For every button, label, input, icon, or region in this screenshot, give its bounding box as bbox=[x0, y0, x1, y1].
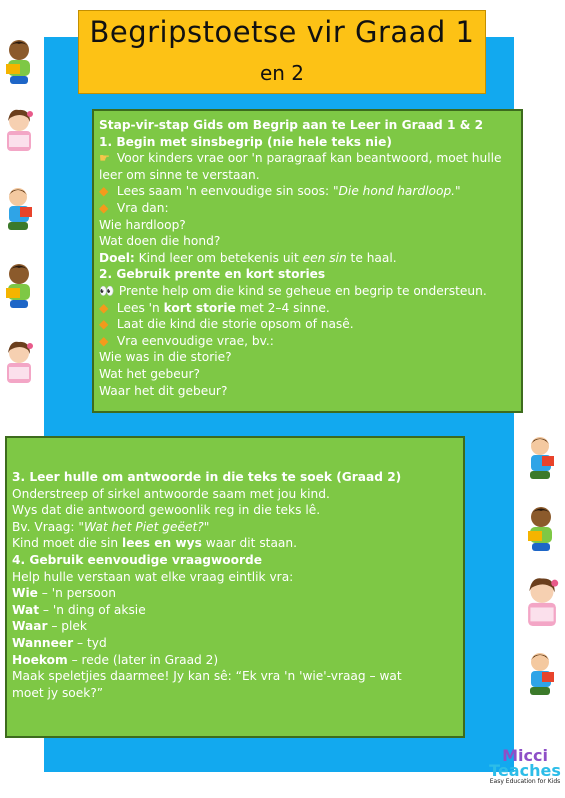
bullet-read-story bbox=[99, 300, 517, 317]
orange-diamond-icon: ◆ bbox=[99, 200, 109, 215]
section-4-title: 4. Gebruik eenvoudige vraagwoorde bbox=[12, 552, 263, 567]
section-3-line-4 bbox=[12, 535, 459, 552]
question-word-wie bbox=[12, 585, 459, 602]
girl-reading-icon bbox=[0, 108, 38, 156]
text: Vra eenvoudige vrae, bv.: bbox=[116, 333, 274, 348]
game-line-2: moet jy soek?” bbox=[12, 685, 104, 700]
goal-line bbox=[99, 250, 517, 267]
text: waar dit staan. bbox=[201, 536, 297, 551]
boy-reading-icon bbox=[522, 505, 560, 553]
section-1-intro-cont: leer om sinne te verstaan. bbox=[99, 167, 260, 182]
emphasis: een sin bbox=[302, 250, 347, 265]
question-word-hoekom bbox=[12, 652, 459, 669]
question-2: Wat doen die hond? bbox=[99, 234, 221, 249]
boy-reading-icon bbox=[522, 650, 560, 698]
section-3-line-1: Onderstreep of sirkel antwoorde saam met jou kind. bbox=[12, 486, 330, 501]
story-question-1: Wie was in die storie? bbox=[99, 350, 232, 365]
section-1-title: 1. Begin met sinsbegrip (nie hele teks nie) bbox=[99, 134, 392, 149]
steps-panel-2 bbox=[5, 436, 465, 738]
example-question: "Wat het Piet geëet?" bbox=[78, 519, 210, 534]
panel-heading: Stap-vir-stap Gids om Begrip aan te Leer in Graad 1 & 2 bbox=[99, 118, 484, 132]
boy-reading-icon bbox=[0, 38, 38, 86]
game-line-1: Maak speletjies daarmee! Jy kan sê: “Ek vra 'n 'wie'-vraag – wat bbox=[12, 669, 402, 684]
bullet-ask-simple bbox=[99, 333, 517, 350]
example-sentence: "Die hond hardloop." bbox=[332, 184, 461, 199]
question-word-wat bbox=[12, 602, 459, 619]
question-1: Wie hardloop? bbox=[99, 217, 186, 232]
logo-micci: Micci bbox=[502, 746, 548, 765]
text: met 2–4 sinne. bbox=[235, 300, 330, 315]
micci-teaches-logo bbox=[488, 748, 562, 794]
orange-diamond-icon: ◆ bbox=[99, 300, 109, 315]
title-line-2: en 2 bbox=[259, 61, 305, 85]
story-question-3: Waar het dit gebeur? bbox=[99, 383, 228, 398]
text: Prente help om die kind se geheue en begrip te ondersteun. bbox=[118, 283, 487, 298]
pointing-hand-icon: ☛ bbox=[99, 151, 110, 166]
meaning: – rede (later in Graad 2) bbox=[67, 652, 219, 667]
text: Bv. Vraag: bbox=[12, 519, 79, 534]
girl-reading-icon bbox=[0, 340, 38, 388]
section-3-line-2: Wys dat die antwoord gewoonlik reg in die teks lê. bbox=[12, 503, 321, 518]
meaning: – 'n persoon bbox=[37, 586, 116, 601]
emphasis: lees en wys bbox=[122, 536, 202, 551]
meaning: – plek bbox=[47, 619, 87, 634]
text: Lees saam 'n eenvoudige sin soos: bbox=[116, 184, 333, 199]
question-word: Hoekom bbox=[12, 652, 68, 667]
question-word: Wie bbox=[12, 586, 38, 601]
eyes-icon: 👀 bbox=[99, 283, 113, 298]
logo-teaches: Teaches bbox=[489, 761, 561, 780]
section-4-intro: Help hulle verstaan wat elke vraag eintlik vra: bbox=[12, 569, 294, 584]
text: Lees 'n bbox=[116, 300, 164, 315]
section-3-example bbox=[12, 519, 459, 536]
question-word-wanneer bbox=[12, 635, 459, 652]
meaning: – tyd bbox=[73, 635, 107, 650]
text: Kind leer om betekenis uit bbox=[134, 250, 303, 265]
story-question-2: Wat het gebeur? bbox=[99, 366, 200, 381]
title-line-1: Begripstoetse vir Graad 1 bbox=[89, 15, 475, 49]
goal-label: Doel: bbox=[99, 250, 135, 265]
section-2-title: 2. Gebruik prente en kort stories bbox=[99, 267, 326, 282]
question-word: Wanneer bbox=[12, 635, 74, 650]
question-word: Wat bbox=[12, 602, 40, 617]
text: Kind moet die sin bbox=[12, 536, 123, 551]
question-word: Waar bbox=[12, 619, 48, 634]
text: Voor kinders vrae oor 'n paragraaf kan beantwoord, moet hulle bbox=[116, 151, 502, 166]
bullet-ask bbox=[99, 200, 517, 217]
bullet-read bbox=[99, 183, 517, 200]
steps-panel-1 bbox=[92, 109, 523, 413]
emphasis: kort storie bbox=[163, 300, 236, 315]
boy-reading-icon bbox=[522, 434, 560, 482]
section-1-intro bbox=[99, 150, 517, 167]
section-3-title: 3. Leer hulle om antwoorde in die teks te soek (Graad 2) bbox=[12, 470, 402, 484]
question-word-waar bbox=[12, 618, 459, 635]
section-2-intro bbox=[99, 283, 517, 300]
girl-reading-icon bbox=[520, 575, 564, 633]
text: te haal. bbox=[346, 250, 397, 265]
meaning: – 'n ding of aksie bbox=[39, 602, 146, 617]
boy-reading-icon bbox=[0, 262, 38, 310]
text: Vra dan: bbox=[116, 200, 169, 215]
orange-diamond-icon: ◆ bbox=[99, 184, 109, 199]
boy-reading-icon bbox=[0, 185, 38, 233]
orange-diamond-icon: ◆ bbox=[99, 317, 109, 332]
text: Laat die kind die storie opsom of nasê. bbox=[116, 317, 354, 332]
title-banner bbox=[78, 10, 486, 94]
orange-diamond-icon: ◆ bbox=[99, 333, 109, 348]
bullet-retell bbox=[99, 316, 517, 333]
logo-tagline: Easy Education for Kids bbox=[489, 778, 561, 785]
